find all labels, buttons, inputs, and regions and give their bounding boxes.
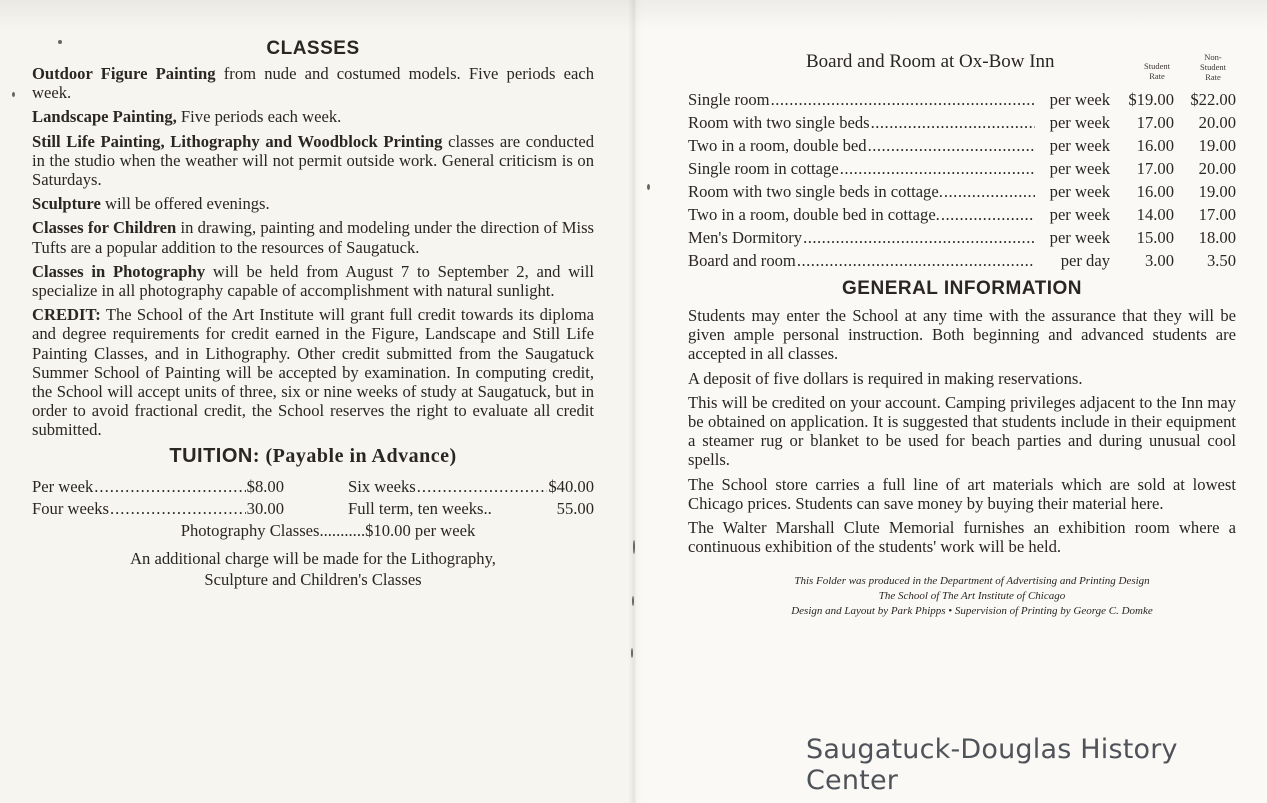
room-row [688, 226, 1236, 249]
tuition-subtitle: : (Payable in Advance) [252, 444, 457, 467]
credit-line: The School of The Art Institute of Chicago [878, 590, 1066, 603]
tuition-table [32, 476, 594, 520]
page-fold [628, 0, 642, 803]
board-header [688, 50, 1236, 88]
rate-label: Non- [1204, 52, 1222, 62]
class-lead: Classes in Photography [32, 261, 206, 281]
tuition-label: Per week [32, 476, 94, 496]
room-row [688, 134, 1236, 157]
paper-speck [647, 184, 650, 190]
info-paragraph: This will be credited on your account. Camping privileges adjacent to the Inn may be obtained on application. It is suggested that students include in their equipment a steamer rug or blanket to be used for beach parties and during unusual cool spells. [688, 392, 1236, 470]
leader-dots [941, 203, 1035, 226]
credit-line: This Folder was produced in the Department of Advertising and Printing Design [794, 575, 1150, 588]
leader-dots [417, 476, 548, 498]
non-student-rate: 19.00 [1198, 136, 1236, 155]
room-label: Single room in cottage [688, 159, 839, 178]
class-lead: Classes for Children [32, 218, 177, 238]
paper-speck [12, 92, 15, 97]
non-student-rate: 17.00 [1198, 205, 1236, 224]
class-paragraph [32, 218, 594, 256]
tuition-label: Full term, ten weeks.. [348, 498, 492, 518]
photography-row [62, 520, 594, 542]
leader-dots: ........... [319, 520, 366, 540]
room-label: Room with two single beds in cottage. [688, 182, 943, 201]
tuition-row [32, 498, 284, 520]
class-lead: Landscape Painting, [32, 107, 177, 127]
class-paragraph [32, 262, 594, 300]
non-student-rate: 3.50 [1206, 251, 1236, 270]
class-paragraph [32, 132, 594, 190]
student-rate: 16.00 [1136, 136, 1174, 155]
non-student-rate: 19.00 [1198, 182, 1236, 201]
room-row [688, 249, 1236, 272]
paper-speck [631, 648, 633, 658]
class-lead: Outdoor Figure Painting [32, 64, 216, 83]
tuition-price: 30.00 [246, 498, 284, 518]
tuition-label: Six weeks [348, 476, 416, 496]
info-paragraph: The Walter Marshall Clute Memorial furnishes an exhibition room where a continuous exhibition of the students' work will be held. [688, 518, 1236, 557]
room-label: Two in a room, double bed [688, 136, 867, 155]
room-row [688, 111, 1236, 134]
room-label: Two in a room, double bed in cottage. [688, 205, 940, 224]
room-row [688, 157, 1236, 180]
watermark: Saugatuck-Douglas History Center [806, 734, 1178, 796]
class-lead: Sculpture [32, 194, 101, 214]
non-student-rate: 20.00 [1198, 159, 1236, 178]
leader-dots [110, 498, 246, 520]
room-row [688, 203, 1236, 226]
tuition-column-right [348, 476, 594, 520]
tuition-row [348, 498, 594, 520]
info-paragraph: Students may enter the School at any time with the assurance that they will be given ample personal instruction. Both beginning and advanced students are accepted in all classes. [688, 306, 1236, 364]
tuition-heading [32, 445, 594, 468]
room-unit: per week [1049, 159, 1110, 178]
additional-charge [32, 548, 594, 590]
student-rate-header [1131, 61, 1183, 81]
room-row [688, 180, 1236, 203]
charge-line: An additional charge will be made for the Lithography, [130, 548, 496, 568]
board-title: Board and Room at Ox-Bow Inn [806, 51, 1055, 72]
credit-paragraph [32, 305, 594, 439]
student-rate: 15.00 [1136, 228, 1174, 247]
room-unit: per week [1049, 113, 1110, 132]
non-student-rate: 20.00 [1198, 113, 1236, 132]
room-label: Room with two single beds [688, 113, 870, 132]
leader-dots [868, 134, 1035, 157]
student-rate: $19.00 [1128, 90, 1174, 109]
classes-section [32, 38, 594, 590]
class-text: from nude and costumed models. Five periods each week. [32, 64, 594, 103]
room-unit: per day [1060, 251, 1110, 270]
student-rate: 14.00 [1136, 205, 1174, 224]
tuition-label: Four weeks [32, 498, 109, 518]
photography-price: $10.00 per week [365, 520, 476, 540]
tuition-price: 55.00 [556, 498, 594, 518]
rate-label: Student [1200, 62, 1226, 72]
info-paragraph: The School store carries a full line of art materials which are sold at lowest Chicago prices. Students can save money by buying their material here. [688, 474, 1236, 513]
rate-label: Rate [1205, 72, 1221, 82]
room-unit: per week [1049, 205, 1110, 224]
class-paragraph [32, 194, 594, 213]
room-unit: per week [1049, 136, 1110, 155]
production-credits [708, 574, 1236, 619]
tuition-row [32, 476, 284, 498]
leader-dots [871, 111, 1035, 134]
credit-text: The School of the Art Institute will grant full credit towards its diploma and degree requirements for credit earned in the Figure, Landscape and Still Life Painting Classes, and in Lithography. Other credit submitted from the Saugatuck Summer School of Painting will be accepted by examination. In computing credit, the School will accept units of three, six or nine weeks of study at Saugatuck, but in order to avoid fractional credit, the School reserves the right to evaluate all credit submitted. [32, 305, 594, 440]
rate-label: Student [1144, 61, 1170, 71]
leader-dots [771, 88, 1035, 111]
paper-speck [633, 540, 635, 554]
room-unit: per week [1049, 228, 1110, 247]
room-unit: per week [1049, 90, 1110, 109]
charge-line: Sculpture and Children's Classes [204, 569, 422, 589]
non-student-rate: $22.00 [1190, 90, 1236, 109]
board-table [688, 88, 1236, 272]
rate-label: Rate [1149, 71, 1165, 81]
leader-dots [803, 226, 1035, 249]
paper-speck [632, 596, 634, 606]
tuition-price: $8.00 [246, 476, 284, 496]
room-label: Board and room [688, 251, 796, 270]
class-lead: Still Life Painting, Lithography and Woodblock Printing [32, 131, 443, 151]
class-text: will be held from August 7 to September 2, and will specialize in all photography capable of accomplishment with natural sunlight. [32, 261, 595, 301]
leader-dots [944, 180, 1035, 203]
leader-dots [797, 249, 1035, 272]
student-rate: 3.00 [1144, 251, 1174, 270]
leader-dots [840, 157, 1035, 180]
tuition-price: $40.00 [548, 476, 594, 496]
credit-line: Design and Layout by Park Phipps • Supervision of Printing by George C. Domke [791, 605, 1153, 618]
class-text: will be offered evenings. [100, 194, 270, 214]
credit-lead: CREDIT: [32, 305, 101, 325]
student-rate: 17.00 [1136, 159, 1174, 178]
leader-dots [94, 476, 245, 498]
room-label: Single room [688, 90, 770, 109]
top-shadow [0, 0, 1267, 30]
class-paragraph [32, 64, 594, 102]
info-paragraph: A deposit of five dollars is required in making reservations. [688, 368, 1083, 388]
tuition-title: TUITION [169, 444, 253, 467]
tuition-column-left [32, 476, 284, 520]
board-section [688, 50, 1236, 619]
photography-label: Photography Classes [180, 520, 320, 540]
room-unit: per week [1049, 182, 1110, 201]
class-text: Five periods each week. [176, 107, 342, 127]
classes-heading: CLASSES [266, 38, 360, 59]
non-student-rate: 18.00 [1198, 228, 1236, 247]
class-text: in drawing, painting and modeling under the direction of Miss Tufts are a popular addition to the resources of Saugatuck. [32, 218, 594, 257]
class-paragraph [32, 107, 594, 126]
room-row [688, 88, 1236, 111]
student-rate: 17.00 [1136, 113, 1174, 132]
tuition-row [348, 476, 594, 498]
student-rate: 16.00 [1136, 182, 1174, 201]
non-student-rate-header [1188, 52, 1238, 82]
general-information-heading: GENERAL INFORMATION [842, 278, 1082, 299]
room-label: Men's Dormitory [688, 228, 803, 247]
class-text: classes are conducted in the studio when the weather will not permit outside work. General criticism is on Saturdays. [32, 131, 594, 190]
